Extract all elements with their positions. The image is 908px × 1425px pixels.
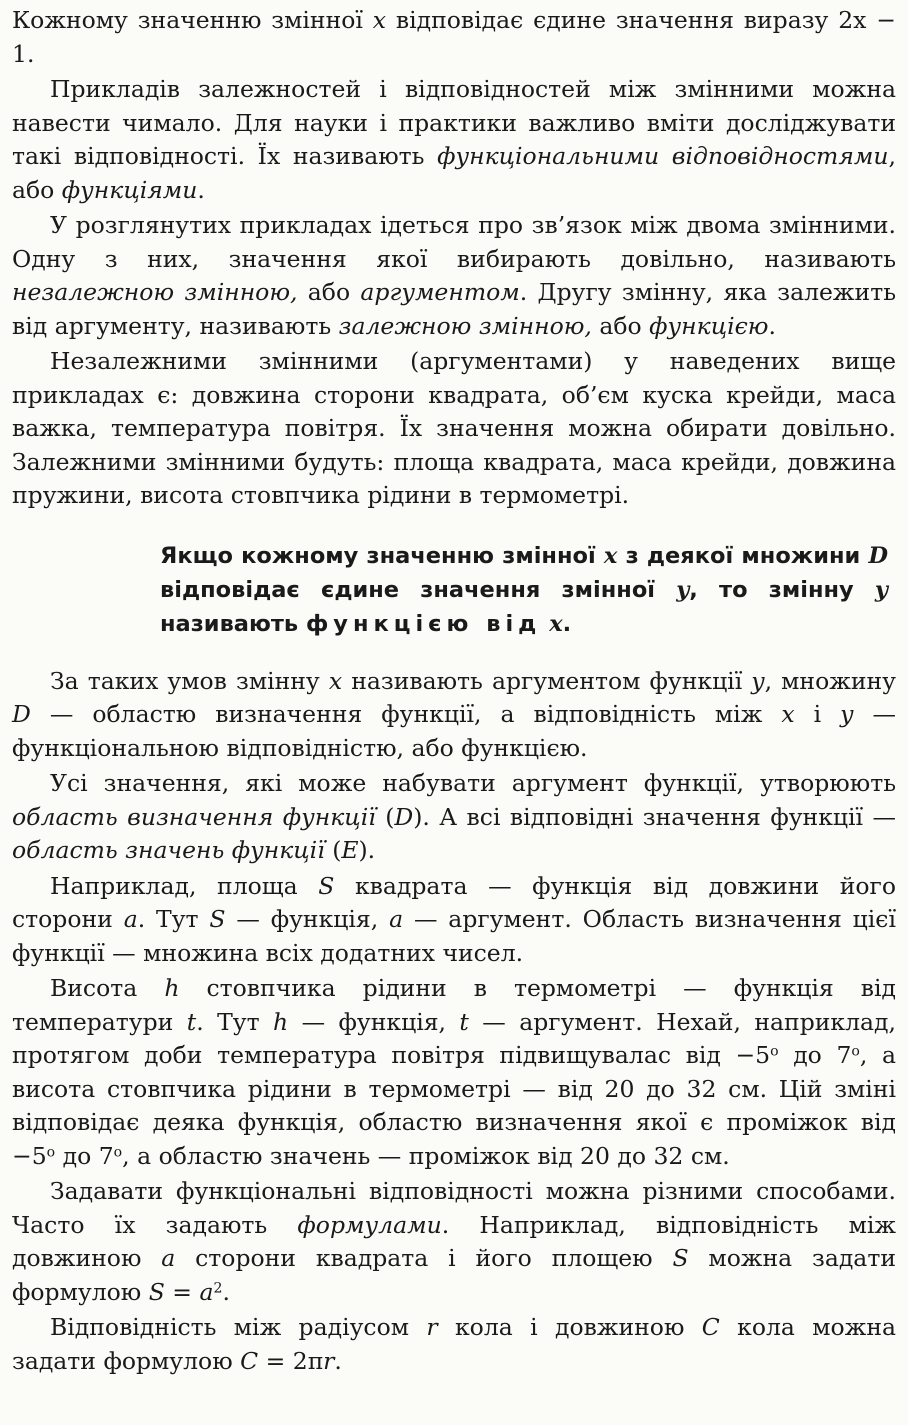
text: Задавати функціональні відповідності можна різними способами. Часто їх задають: [12, 1177, 896, 1239]
paragraph-examples: Незалежними змінними (аргументами) у наведених вище прикладах є: довжина сторони квадрата, об’єм куска крейди, маса важка, температура повітря. Їх значення можна обирати довільно. Залежними змінними будуть: площа квадрата, маса крейди, довжина пружини, висота стовпчика рідини в термометрі.: [12, 347, 896, 509]
text: — областю визначення функції, а відповідність між: [30, 700, 782, 728]
variable-s: S: [318, 871, 335, 900]
variable-h: h: [164, 974, 180, 1002]
text: сторони квадрата і його площею: [175, 1244, 673, 1272]
variable-a: a: [161, 1244, 176, 1272]
text: (: [324, 836, 342, 864]
formula-circle-length: [240, 1347, 334, 1375]
expression: 2x − 1: [12, 6, 896, 68]
text: називають аргументом функції: [342, 666, 752, 695]
variable-e: E: [341, 836, 359, 864]
term-functions: функціями: [61, 175, 198, 204]
paragraph-functional-correspondences: [12, 73, 896, 207]
text: з деякої множини: [617, 542, 869, 569]
variable-c: C: [701, 1313, 720, 1341]
text: У розглянутих прикладах ідеться про зв’язок між двома змінними. Одну з них, значення якої вибирають довільно, називають: [12, 211, 896, 273]
paragraph-argument-domain: [12, 665, 896, 766]
variable-a: a: [199, 1277, 214, 1306]
variable-x: x: [781, 700, 795, 728]
equals-sign: =: [164, 1277, 200, 1306]
text: — функціональною відповідністю, або функцією.: [12, 700, 896, 762]
variable-y: y: [840, 700, 854, 728]
text: , а областю значень — проміжок від 20 до 32 см.: [122, 1141, 730, 1170]
term-argument: аргументом: [360, 278, 520, 306]
variable-s: S: [148, 1277, 165, 1306]
text: .: [26, 39, 35, 68]
text: — аргумент. Область визначення цієї функції — множина всіх додатних чисел.: [12, 905, 896, 967]
variable-x: x: [603, 542, 618, 569]
text: кола можна задати формулою: [12, 1313, 896, 1375]
term-domain: область визначення функції: [12, 802, 376, 831]
text: . Тут: [196, 1007, 274, 1036]
paragraph-thermometer-example: [12, 972, 896, 1173]
variable-t: t: [186, 1007, 197, 1036]
variable-x: x: [328, 666, 343, 695]
text: .: [222, 1277, 230, 1306]
degree-sign: o: [851, 1043, 860, 1060]
text: (: [375, 802, 395, 831]
text: відповідає єдине значення виразу: [386, 6, 839, 34]
variable-r: r: [426, 1313, 438, 1341]
text: , а висота стовпчика рідини в термометрі — від 20 до 32 см. Цій зміні відповідає деяка функція, областю визначення якої є проміжок від −5: [12, 1041, 897, 1170]
paragraph-expression-value: [12, 4, 896, 71]
text: до 7: [55, 1141, 114, 1170]
text: , то змінну: [689, 576, 875, 603]
text: , множину: [764, 666, 896, 695]
paragraph-square-area-example: [12, 870, 896, 971]
variable-h: h: [273, 1007, 289, 1036]
term-formulas: формулами: [297, 1210, 442, 1239]
text: Відповідність між радіусом: [50, 1313, 427, 1341]
formula-square-area: [149, 1278, 223, 1306]
text: Прикладів залежностей і відповідностей між змінними можна навести чимало. Для науки і практики важливо вміти досліджувати такі відповідності. Їх називають: [12, 75, 896, 170]
text: .: [334, 1346, 342, 1375]
text: або: [297, 278, 361, 306]
text: квадрата — функція від довжини його сторони: [12, 871, 896, 933]
text: Усі значення, які може набувати аргумент функції, утворюють: [50, 769, 896, 797]
variable-s: S: [209, 905, 226, 933]
variable-x: x: [549, 610, 563, 637]
text: називають: [160, 610, 306, 637]
term-dependent-variable: залежною змінною,: [338, 311, 592, 340]
text: можна задати формулою: [12, 1244, 896, 1306]
variable-s: S: [672, 1244, 689, 1272]
text: — аргумент. Нехай, наприклад, протягом доби температура повітря підвищувалас від −5: [12, 1007, 896, 1069]
variable-c: C: [240, 1346, 259, 1375]
paragraph-domain-range: [12, 767, 896, 868]
text: .: [562, 610, 572, 637]
term-function-of: функцією від: [305, 610, 542, 637]
variable-a: a: [123, 905, 138, 933]
text: і: [794, 700, 841, 728]
variable-y: y: [874, 576, 888, 603]
paragraph-independent-dependent: [12, 209, 896, 343]
variable-y: y: [676, 576, 690, 603]
text: або: [591, 311, 650, 340]
degree-sign: o: [113, 1143, 123, 1160]
text: Якщо кожному значенню змінної: [160, 542, 604, 569]
text: .: [197, 175, 205, 204]
text: до 7: [778, 1041, 852, 1069]
text: Наприклад, площа: [50, 871, 319, 900]
definition-function: [160, 539, 888, 641]
variable-y: y: [751, 666, 765, 695]
formula-rhs: = 2π: [258, 1346, 324, 1375]
variable-r: r: [323, 1346, 335, 1375]
variable-a: a: [389, 905, 404, 933]
text: , або: [12, 142, 896, 204]
degree-sign: o: [770, 1043, 779, 1060]
variable-d: D: [12, 700, 31, 728]
text: За таких умов змінну: [50, 666, 329, 695]
text: стовпчика рідини в термометрі — функція від температури: [12, 974, 896, 1036]
text: Кожному значенню змінної: [12, 6, 373, 34]
text: ).: [358, 836, 376, 864]
text: [541, 611, 549, 637]
text: .: [768, 311, 776, 340]
variable-d: D: [868, 542, 889, 569]
exponent: 2: [213, 1279, 223, 1296]
text: . Тут: [137, 905, 210, 933]
term-functional-correspondences: функціональними відповідностями: [437, 142, 889, 170]
variable-x: x: [372, 6, 387, 34]
text: кола і довжиною: [437, 1313, 702, 1341]
text: відповідає єдине значення змінної: [160, 576, 677, 603]
text: . Наприклад, відповідність між довжиною: [12, 1210, 896, 1272]
text: Висота: [50, 974, 165, 1002]
text: ). А всі відповідні значення функції —: [413, 802, 896, 831]
text: — функція,: [288, 1007, 460, 1036]
text: — функція,: [225, 905, 390, 933]
term-independent-variable: незалежною змінною,: [12, 278, 298, 306]
variable-d: D: [394, 802, 414, 831]
term-function: функцією: [649, 311, 769, 340]
text: . Другу змінну, яка залежить від аргументу, називають: [12, 278, 896, 340]
paragraph-circle-length: [12, 1311, 896, 1378]
variable-t: t: [459, 1007, 469, 1036]
degree-sign: o: [46, 1143, 56, 1160]
term-range: область значень функції: [12, 836, 325, 864]
paragraph-formulas: [12, 1175, 896, 1309]
